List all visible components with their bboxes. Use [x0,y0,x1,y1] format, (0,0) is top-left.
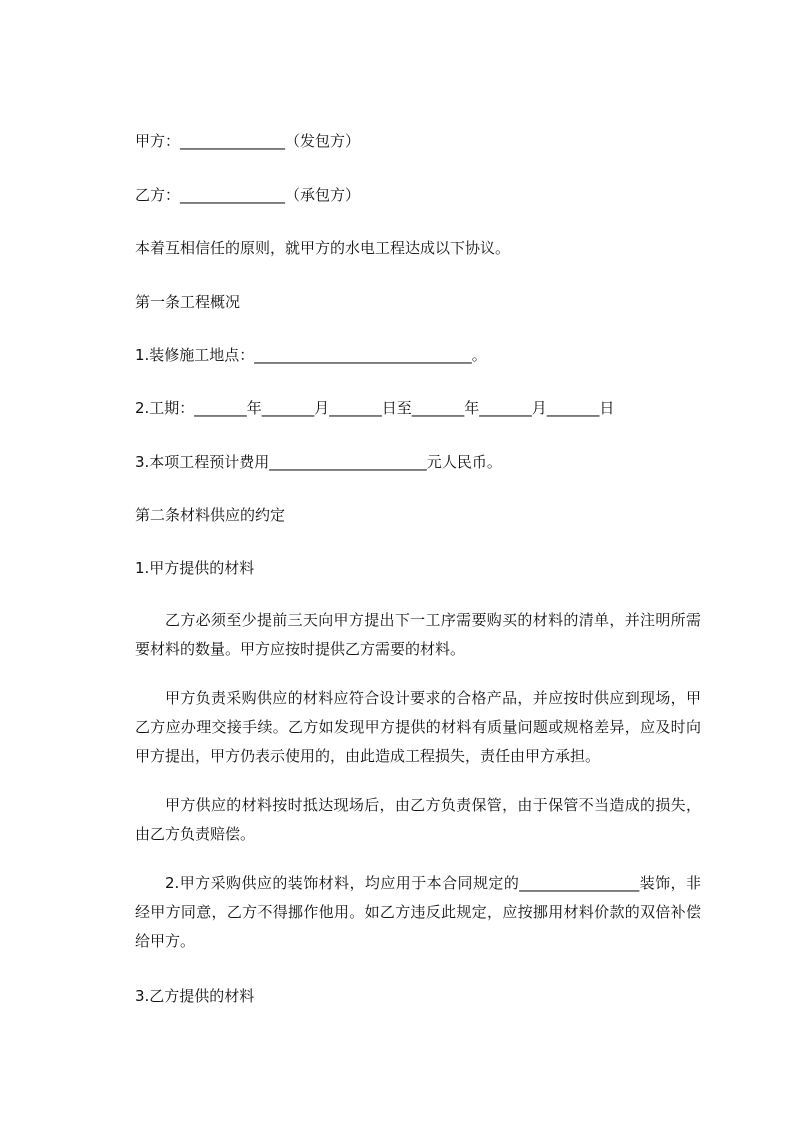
article-1-item-2: 2.工期：_______年_______月_______日至_______年_______月_______日 [135,399,615,417]
preamble: 本着互相信任的原则，就甲方的水电工程达成以下协议。 [135,239,511,257]
article-2-paragraph-1: 乙方必须至少提前三天向甲方提出下一工序需要购买的材料的清单，并注明所需要材料的数量。甲方应按时提供乙方需要的材料。 [135,611,701,658]
article-1-heading: 第一条工程概况 [135,293,241,311]
article-2-item-2: 2.甲方采购供应的装饰材料，均应用于本合同规定的________________装饰，非经甲方同意，乙方不得挪作他用。如乙方违反此规定，应按挪用材料价款的双倍补偿给甲方。 [135,874,701,950]
article-2-paragraph-3: 甲方供应的材料按时抵达现场后，由乙方负责保管，由于保管不当造成的损失，由乙方负责赔偿。 [135,796,701,843]
article-2-paragraph-2: 甲方负责采购供应的材料应符合设计要求的合格产品，并应按时供应到现场，甲乙方应办理交接手续。乙方如发现甲方提供的材料有质量问题或规格差异，应及时向甲方提出，甲方仍表示使用的，由此造成工程损失，责任由甲方承担。 [135,689,701,765]
article-2-item-3-title: 3.乙方提供的材料 [135,987,255,1005]
article-2-heading: 第二条材料供应的约定 [135,506,286,524]
party-b-line: 乙方：______________（承包方） [135,186,361,204]
article-2-item-1-title: 1.甲方提供的材料 [135,559,255,577]
party-a-line: 甲方：______________（发包方） [135,132,361,150]
article-1-item-1: 1.装修施工地点：_____________________________。 [135,346,487,364]
article-1-item-3: 3.本项工程预计费用_____________________元人民币。 [135,453,502,471]
